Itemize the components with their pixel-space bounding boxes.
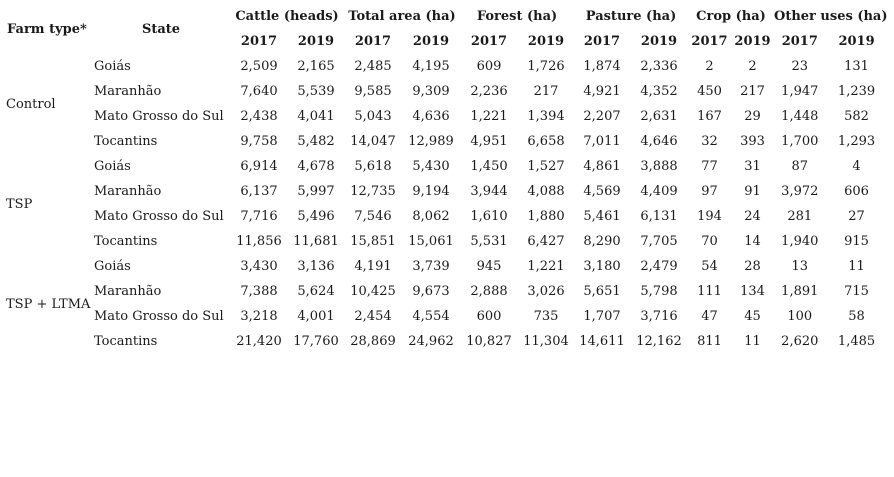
table-row <box>4 204 888 229</box>
state-cell: Tocantins <box>94 334 158 349</box>
value-cell: 97 <box>701 184 718 199</box>
value-cell: 2 <box>748 59 757 74</box>
value-cell: 28 <box>744 259 761 274</box>
value-cell: 2,207 <box>583 109 621 124</box>
farm-type-cell: Control <box>6 96 56 112</box>
value-cell: 9,194 <box>412 184 450 199</box>
value-cell: 735 <box>533 309 559 324</box>
value-cell: 5,461 <box>583 209 621 224</box>
value-cell: 4,646 <box>640 134 678 149</box>
value-cell: 1,448 <box>781 109 819 124</box>
value-cell: 217 <box>533 84 559 99</box>
value-cell: 9,309 <box>412 84 450 99</box>
value-cell: 24 <box>744 209 761 224</box>
value-cell: 10,425 <box>350 284 396 299</box>
value-cell: 4,001 <box>297 309 335 324</box>
value-cell: 1,527 <box>527 159 565 174</box>
value-cell: 1,940 <box>781 234 819 249</box>
value-cell: 2,165 <box>297 59 335 74</box>
column-group-header: Cattle (heads) <box>235 9 339 24</box>
farm-data-table <box>4 4 888 354</box>
value-cell: 4,861 <box>583 159 621 174</box>
value-cell: 1,221 <box>527 259 565 274</box>
value-cell: 811 <box>697 334 722 349</box>
value-cell: 5,043 <box>354 109 392 124</box>
value-cell: 111 <box>697 284 722 299</box>
value-cell: 4,951 <box>470 134 508 149</box>
value-cell: 12,162 <box>636 334 682 349</box>
value-cell: 6,427 <box>527 234 565 249</box>
value-cell: 4,195 <box>412 59 450 74</box>
value-cell: 24,962 <box>408 334 454 349</box>
value-cell: 5,624 <box>297 284 335 299</box>
value-cell: 11 <box>744 334 761 349</box>
value-cell: 15,061 <box>408 234 454 249</box>
year-header: 2017 <box>781 34 818 49</box>
value-cell: 5,651 <box>583 284 621 299</box>
value-cell: 91 <box>744 184 761 199</box>
value-cell: 2,485 <box>354 59 392 74</box>
value-cell: 2,236 <box>470 84 508 99</box>
value-cell: 4,554 <box>412 309 450 324</box>
value-cell: 6,914 <box>240 159 278 174</box>
value-cell: 915 <box>844 234 869 249</box>
state-cell: Goiás <box>94 259 131 274</box>
value-cell: 3,218 <box>240 309 278 324</box>
value-cell: 609 <box>476 59 502 74</box>
value-cell: 3,180 <box>583 259 621 274</box>
value-cell: 1,450 <box>470 159 508 174</box>
value-cell: 29 <box>744 109 761 124</box>
value-cell: 2,631 <box>640 109 678 124</box>
value-cell: 11,856 <box>236 234 282 249</box>
value-cell: 11,681 <box>293 234 339 249</box>
farm-type-cell: TSP + LTMA <box>6 296 91 312</box>
value-cell: 45 <box>744 309 761 324</box>
state-cell: Goiás <box>94 59 131 74</box>
value-cell: 28,869 <box>350 334 396 349</box>
value-cell: 1,726 <box>527 59 565 74</box>
value-cell: 5,531 <box>470 234 508 249</box>
value-cell: 13 <box>791 259 809 274</box>
value-cell: 1,221 <box>470 109 508 124</box>
value-cell: 14,611 <box>579 334 625 349</box>
farm-type-header: Farm type* <box>7 21 87 37</box>
value-cell: 14 <box>744 234 761 249</box>
table-row <box>4 329 888 354</box>
value-cell: 4,041 <box>297 109 335 124</box>
value-cell: 4,921 <box>583 84 621 99</box>
value-cell: 3,972 <box>781 184 819 199</box>
value-cell: 3,888 <box>640 159 678 174</box>
state-cell: Goiás <box>94 159 131 174</box>
year-header: 2017 <box>691 34 728 49</box>
state-cell: Mato Grosso do Sul <box>94 309 224 324</box>
value-cell: 5,482 <box>297 134 335 149</box>
value-cell: 2,888 <box>470 284 508 299</box>
table-row <box>4 254 888 279</box>
value-cell: 5,997 <box>297 184 335 199</box>
table-row <box>4 179 888 204</box>
value-cell: 5,539 <box>297 84 335 99</box>
year-header: 2019 <box>838 34 875 49</box>
value-cell: 3,136 <box>297 259 335 274</box>
state-cell: Maranhão <box>94 184 162 199</box>
value-cell: 2,454 <box>354 309 392 324</box>
value-cell: 5,496 <box>297 209 335 224</box>
value-cell: 5,618 <box>354 159 392 174</box>
value-cell: 2,509 <box>240 59 278 74</box>
value-cell: 5,430 <box>412 159 450 174</box>
value-cell: 77 <box>701 159 718 174</box>
state-header: State <box>141 21 181 37</box>
value-cell: 100 <box>787 309 813 324</box>
state-cell: Mato Grosso do Sul <box>94 209 224 224</box>
value-cell: 1,874 <box>583 59 621 74</box>
farm-type-cell: TSP <box>6 196 33 212</box>
value-cell: 7,705 <box>640 234 678 249</box>
table-row <box>4 279 888 304</box>
year-header: 2017 <box>240 34 278 49</box>
year-header: 2019 <box>734 34 771 49</box>
value-cell: 1,485 <box>837 334 876 349</box>
value-cell: 7,011 <box>583 134 621 149</box>
value-cell: 9,585 <box>354 84 392 99</box>
value-cell: 31 <box>744 159 761 174</box>
value-cell: 1,610 <box>470 209 508 224</box>
value-cell: 9,758 <box>240 134 278 149</box>
value-cell: 9,673 <box>412 284 450 299</box>
year-header: 2017 <box>354 34 392 49</box>
table-row <box>4 304 888 329</box>
value-cell: 393 <box>740 134 765 149</box>
table-row <box>4 79 888 104</box>
year-header: 2019 <box>297 34 335 49</box>
value-cell: 4 <box>852 159 861 174</box>
column-group-header: Pasture (ha) <box>585 9 677 24</box>
value-cell: 1,700 <box>781 134 819 149</box>
value-cell: 606 <box>844 184 869 199</box>
value-cell: 54 <box>701 259 718 274</box>
value-cell: 217 <box>740 84 765 99</box>
value-cell: 6,131 <box>640 209 678 224</box>
value-cell: 4,569 <box>583 184 621 199</box>
value-cell: 21,420 <box>236 334 282 349</box>
value-cell: 194 <box>697 209 722 224</box>
column-group-header: Total area (ha) <box>348 9 456 24</box>
value-cell: 6,137 <box>240 184 278 199</box>
table-row <box>4 154 888 179</box>
value-cell: 3,944 <box>470 184 508 199</box>
value-cell: 715 <box>844 284 869 299</box>
year-header: 2019 <box>527 34 565 49</box>
value-cell: 5,798 <box>640 284 678 299</box>
value-cell: 1,880 <box>527 209 565 224</box>
value-cell: 4,409 <box>640 184 678 199</box>
value-cell: 1,239 <box>837 84 876 99</box>
value-cell: 15,851 <box>350 234 396 249</box>
value-cell: 17,760 <box>293 334 339 349</box>
column-group-header: Other uses (ha) <box>774 9 888 24</box>
year-header: 2017 <box>583 34 621 49</box>
value-cell: 945 <box>476 259 502 274</box>
value-cell: 8,062 <box>412 209 450 224</box>
value-cell: 7,546 <box>354 209 392 224</box>
table-header <box>4 4 888 54</box>
table-row <box>4 229 888 254</box>
value-cell: 4,636 <box>412 109 450 124</box>
value-cell: 281 <box>787 209 813 224</box>
value-cell: 4,678 <box>297 159 335 174</box>
value-cell: 12,735 <box>350 184 396 199</box>
value-cell: 23 <box>791 59 809 74</box>
value-cell: 3,430 <box>240 259 278 274</box>
value-cell: 450 <box>697 84 722 99</box>
value-cell: 87 <box>791 159 809 174</box>
value-cell: 70 <box>701 234 718 249</box>
value-cell: 2,620 <box>781 334 819 349</box>
value-cell: 58 <box>848 309 865 324</box>
value-cell: 2,438 <box>240 109 278 124</box>
value-cell: 4,352 <box>640 84 678 99</box>
value-cell: 11 <box>848 259 865 274</box>
value-cell: 8,290 <box>583 234 621 249</box>
value-cell: 1,394 <box>527 109 565 124</box>
value-cell: 4,088 <box>527 184 565 199</box>
value-cell: 167 <box>697 109 722 124</box>
table-row <box>4 104 888 129</box>
year-header: 2017 <box>470 34 508 49</box>
value-cell: 7,640 <box>240 84 278 99</box>
value-cell: 32 <box>701 134 718 149</box>
state-cell: Tocantins <box>94 134 158 149</box>
column-group-header: Crop (ha) <box>696 9 766 24</box>
value-cell: 47 <box>701 309 718 324</box>
value-cell: 3,026 <box>527 284 565 299</box>
value-cell: 11,304 <box>523 334 569 349</box>
value-cell: 3,716 <box>640 309 678 324</box>
value-cell: 131 <box>844 59 869 74</box>
value-cell: 10,827 <box>466 334 512 349</box>
state-cell: Maranhão <box>94 284 162 299</box>
value-cell: 27 <box>848 209 865 224</box>
state-cell: Maranhão <box>94 84 162 99</box>
value-cell: 2,336 <box>640 59 678 74</box>
value-cell: 6,658 <box>527 134 565 149</box>
value-cell: 134 <box>740 284 765 299</box>
value-cell: 1,707 <box>583 309 621 324</box>
value-cell: 1,293 <box>837 134 876 149</box>
year-header: 2019 <box>412 34 450 49</box>
value-cell: 4,191 <box>354 259 392 274</box>
value-cell: 3,739 <box>412 259 450 274</box>
table-row <box>4 129 888 154</box>
value-cell: 12,989 <box>408 134 454 149</box>
value-cell: 2,479 <box>640 259 678 274</box>
value-cell: 2 <box>705 59 714 74</box>
state-cell: Mato Grosso do Sul <box>94 109 224 124</box>
table-body <box>4 54 888 354</box>
value-cell: 1,891 <box>781 284 819 299</box>
state-cell: Tocantins <box>94 234 158 249</box>
group-header-row <box>4 4 888 29</box>
value-cell: 600 <box>476 309 502 324</box>
value-cell: 1,947 <box>781 84 819 99</box>
value-cell: 7,388 <box>240 284 278 299</box>
value-cell: 14,047 <box>350 134 396 149</box>
table-row <box>4 54 888 79</box>
year-header: 2019 <box>640 34 678 49</box>
value-cell: 7,716 <box>240 209 278 224</box>
value-cell: 582 <box>844 109 869 124</box>
column-group-header: Forest (ha) <box>476 9 558 24</box>
